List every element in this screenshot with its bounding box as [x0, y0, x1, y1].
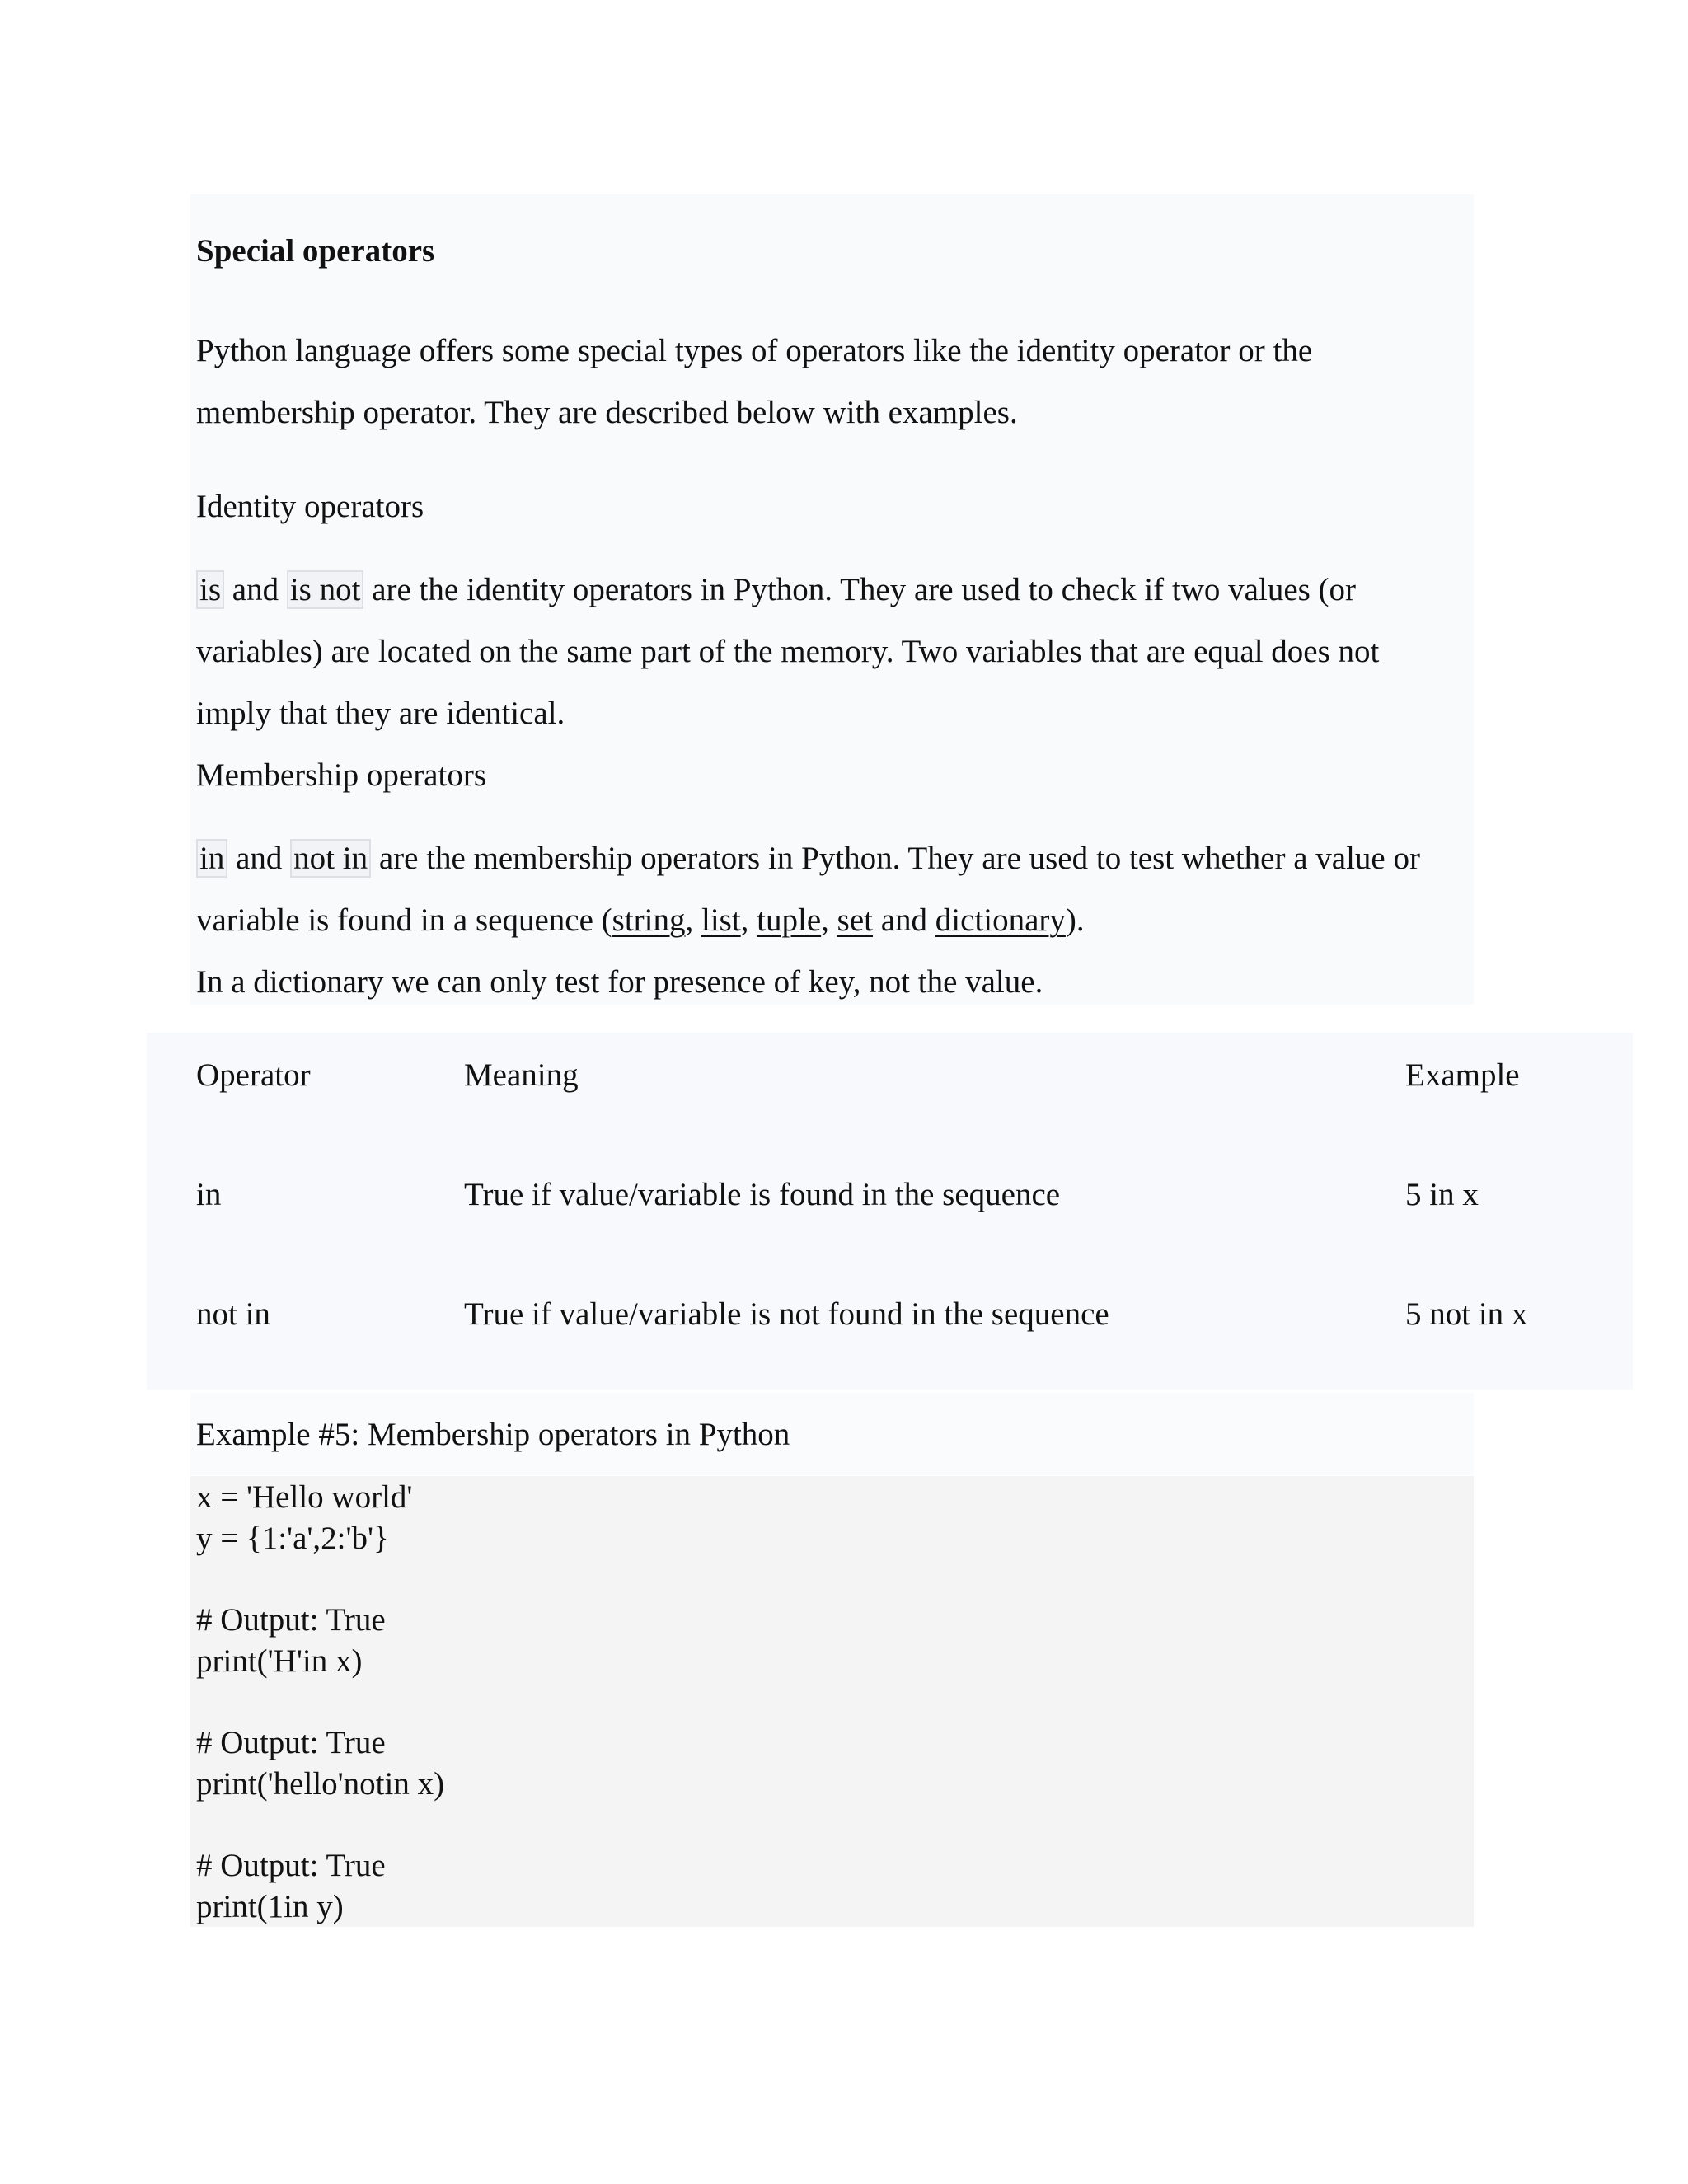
membership-and: and: [227, 841, 291, 876]
table-header-operator: Operator: [196, 1057, 311, 1093]
membership-heading: Membership operators: [196, 757, 486, 793]
membership-line-2: [196, 889, 1085, 952]
table-header-meaning: Meaning: [464, 1057, 579, 1093]
intro-line-2: membership operator. They are described below with examples.: [196, 395, 1018, 430]
code-in: in: [196, 839, 227, 878]
separator-4: and: [872, 902, 935, 938]
membership-line-3: In a dictionary we can only test for presence of key, not the value.: [196, 964, 1043, 1000]
section-title: Special operators: [196, 233, 435, 269]
table-cell-example: 5 in x: [1405, 1177, 1479, 1212]
code-not-in: not in: [290, 839, 371, 878]
table-cell-operator: in: [196, 1177, 222, 1212]
code-line: # Output: True: [196, 1602, 386, 1638]
table-cell-meaning: True if value/variable is not found in the sequence: [464, 1296, 1109, 1332]
link-list[interactable]: list: [701, 902, 741, 938]
table-cell-example: 5 not in x: [1405, 1296, 1528, 1332]
link-string[interactable]: string: [612, 902, 686, 938]
code-line: x = 'Hello world': [196, 1479, 413, 1515]
identity-line-2: variables) are located on the same part of the memory. Two variables that are equal does not: [196, 634, 1380, 669]
membership-line-1-rest: are the membership operators in Python. They are used to test whether a value or: [371, 841, 1420, 876]
identity-line-1-rest: are the identity operators in Python. They are used to check if two values (or: [363, 572, 1357, 607]
separator-2: ,: [740, 902, 757, 938]
membership-line-2-prefix: variable is found in a sequence (: [196, 902, 612, 938]
membership-line-1: [196, 827, 1420, 890]
code-line: print(1in y): [196, 1889, 344, 1924]
membership-line-2-suffix: ).: [1065, 902, 1085, 938]
code-line: print('hello'notin x): [196, 1766, 445, 1802]
link-set[interactable]: set: [837, 902, 873, 938]
separator-1: ,: [685, 902, 701, 938]
code-is-not: is not: [287, 570, 364, 609]
identity-line-1: [196, 559, 1356, 621]
code-line: print('H'in x): [196, 1643, 363, 1679]
link-tuple[interactable]: tuple: [757, 902, 822, 938]
table-cell-operator: not in: [196, 1296, 270, 1332]
table-header-example: Example: [1405, 1057, 1520, 1093]
table-cell-meaning: True if value/variable is found in the sequence: [464, 1177, 1061, 1212]
code-is: is: [196, 570, 224, 609]
code-line: # Output: True: [196, 1725, 386, 1760]
example-title: Example #5: Membership operators in Python: [196, 1417, 790, 1452]
separator-3: ,: [821, 902, 837, 938]
code-line: y = {1:'a',2:'b'}: [196, 1521, 389, 1556]
identity-heading: Identity operators: [196, 489, 424, 524]
identity-line-3: imply that they are identical.: [196, 696, 565, 731]
link-dictionary[interactable]: dictionary: [935, 902, 1066, 938]
intro-line-1: Python language offers some special types of operators like the identity operator or the: [196, 333, 1313, 368]
identity-and: and: [224, 572, 287, 607]
code-line: # Output: True: [196, 1848, 386, 1883]
